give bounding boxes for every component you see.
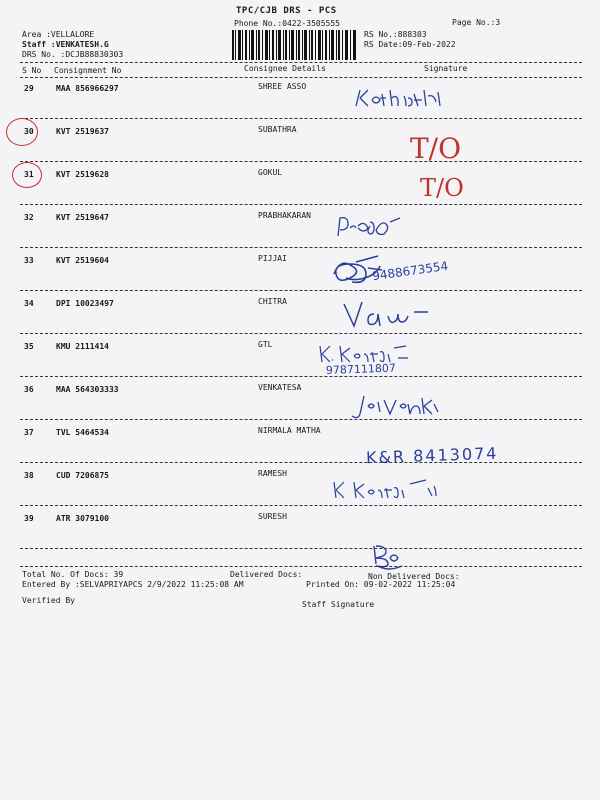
- signature-32: [334, 212, 414, 242]
- row-consignment-no: KVT 2519628: [56, 170, 109, 179]
- row-consignment-no: MAA 564303333: [56, 385, 119, 394]
- rs-number: RS No.:888303: [364, 30, 427, 39]
- area-label: Area :VELLALORE: [22, 30, 95, 39]
- header-rule-top: [20, 62, 582, 63]
- row-consignment-no: ATR 3079100: [56, 514, 109, 523]
- row-consignee: GOKUL: [258, 168, 283, 177]
- non-delivered-docs: Non Delivered Docs:: [368, 572, 460, 581]
- row-sno: 30: [24, 127, 34, 136]
- row-sno: 32: [24, 213, 34, 222]
- row-consignment-no: KVT 2519604: [56, 256, 109, 265]
- row-consignee: GTL: [258, 340, 273, 349]
- signature-34: [340, 298, 440, 332]
- rs-date: RS Date:09-Feb-2022: [364, 40, 456, 49]
- row-consignment-no: TVL 5464534: [56, 428, 109, 437]
- row-divider: [20, 548, 582, 549]
- row-divider: [20, 505, 582, 506]
- row-consignment-no: KVT 2519637: [56, 127, 109, 136]
- row-divider: [20, 419, 582, 420]
- row-sno: 29: [24, 84, 34, 93]
- row-sno: 33: [24, 256, 34, 265]
- drs-number: DRS No. :DCJB88830303: [22, 50, 124, 59]
- signature-35: [316, 342, 446, 378]
- signature-31: T/O: [420, 174, 464, 202]
- row-consignee: SHREE ASSO: [258, 82, 307, 91]
- svg-text:9787111807: 9787111807: [325, 361, 397, 377]
- row-divider: [20, 161, 582, 162]
- row-consignee: RAMESH: [258, 469, 287, 478]
- row-consignment-no: KVT 2519647: [56, 213, 109, 222]
- signature-33-phone: 9488673554: [371, 258, 449, 284]
- col-consignment: Consignment No: [54, 66, 122, 75]
- total-docs: Total No. Of Docs: 39: [22, 570, 124, 579]
- row-consignee: VENKATESA: [258, 383, 302, 392]
- col-consignee: Consignee Details: [244, 64, 326, 73]
- col-sno: S No: [22, 66, 42, 75]
- row-sno: 39: [24, 514, 34, 523]
- staff-signature-label: Staff Signature: [302, 600, 375, 609]
- red-circle-mark-30: [6, 118, 38, 146]
- row-divider: [20, 247, 582, 248]
- row-sno: 36: [24, 385, 34, 394]
- printed-on: Printed On: 09-02-2022 11:25:04: [306, 580, 456, 589]
- signature-30: T/O: [410, 132, 462, 165]
- signature-36: [350, 392, 440, 426]
- row-sno: 35: [24, 342, 34, 351]
- row-consignee: NIRMALA MATHA: [258, 426, 321, 435]
- row-divider: [20, 333, 582, 334]
- delivered-docs: Delivered Docs:: [230, 570, 303, 579]
- page-number: Page No.:3: [452, 18, 501, 27]
- phone-number: Phone No.:0422-3505555: [234, 19, 340, 28]
- staff-label: Staff :VENKATESH.G: [22, 40, 109, 49]
- row-divider: [20, 290, 582, 291]
- signature-37: K&R 8413074: [365, 443, 499, 468]
- col-signature: Signature: [424, 64, 468, 73]
- row-consignment-no: KMU 2111414: [56, 342, 109, 351]
- row-consignment-no: DPI 10023497: [56, 299, 114, 308]
- row-consignment-no: CUD 7206875: [56, 471, 109, 480]
- signature-38: [330, 474, 460, 504]
- row-consignment-no: MAA 856966297: [56, 84, 119, 93]
- row-consignee: SUBATHRA: [258, 125, 297, 134]
- header-rule-bottom: [20, 77, 582, 78]
- row-consignee: CHITRA: [258, 297, 287, 306]
- row-divider: [20, 118, 582, 119]
- sheet-title: TPC/CJB DRS - PCS: [236, 6, 337, 16]
- row-consignee: PIJJAI: [258, 254, 287, 263]
- row-divider: [20, 204, 582, 205]
- row-sno: 38: [24, 471, 34, 480]
- barcode-image: [232, 30, 356, 60]
- red-circle-mark-31: [12, 162, 42, 188]
- signature-29: [352, 86, 452, 112]
- row-divider: [20, 376, 582, 377]
- entered-by: Entered By :SELVAPRIYAPCS 2/9/2022 11:25:08 AM: [22, 580, 244, 589]
- row-sno: 31: [24, 170, 34, 179]
- row-sno: 37: [24, 428, 34, 437]
- row-consignee: PRABHAKARAN: [258, 211, 311, 220]
- row-sno: 34: [24, 299, 34, 308]
- footer-rule: [20, 566, 582, 567]
- row-consignee: SURESH: [258, 512, 287, 521]
- verified-by: Verified By: [22, 596, 75, 605]
